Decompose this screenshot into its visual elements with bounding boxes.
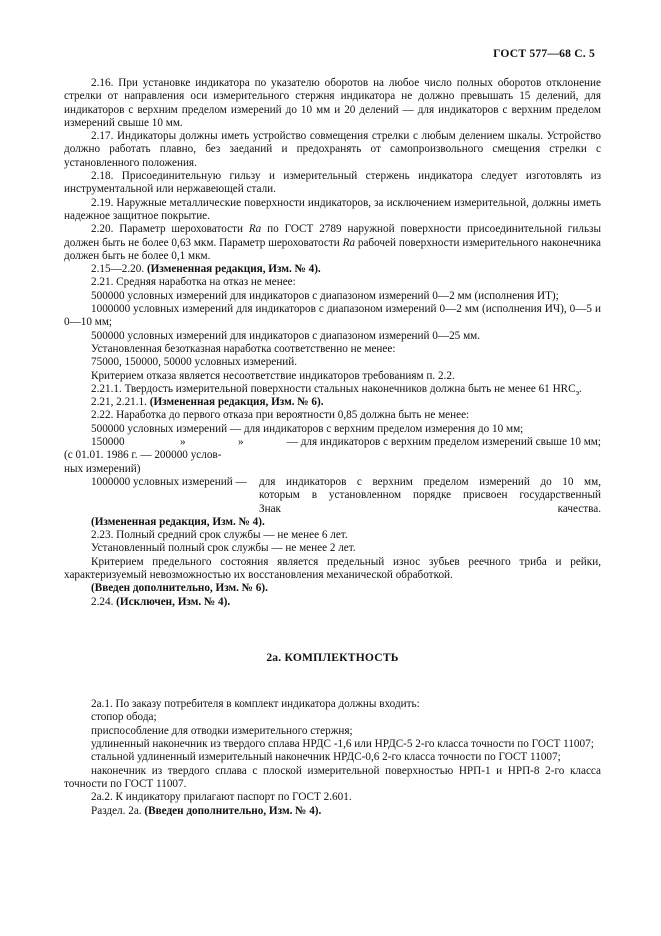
clause-2a-1: 2а.1. По заказу потребителя в комплект индикатора должны входить: — [91, 698, 420, 711]
table-left-cell: 1000000 условных измерений — — [91, 475, 247, 488]
clause-2-22-line-3a: (с 01.01. 1986 г. — 200000 услов- — [64, 449, 222, 462]
clause-2a-1-line-4: стальной удлиненный измерительный наконечник НРДС-0,6 2-го класса точности по ГОСТ 11007; — [91, 751, 561, 764]
clause-2a-1-line-5: наконечник из твердого сплава с плоской измерительной поверхностью НРП-1 и НРП-8 2-го класса точности по ГОСТ 11007. — [64, 764, 601, 790]
section-title: 2а. КОМПЛЕКТНОСТЬ — [266, 650, 399, 664]
clause-2-21: 2.21. Средняя наработка на отказ не менее: — [91, 276, 296, 289]
clause-2-21-line-3: 500000 условных измерений для индикаторов с диапазоном измерений 0—25 мм. — [91, 329, 481, 342]
document-body — [64, 77, 601, 818]
clause-2-22-line-2: 150000 » » — для индикаторов с верхним пределом измерений свыше 10 мм; — [91, 436, 601, 449]
clause-2a-1-line-2: приспособление для отводки измерительного стержня; — [91, 724, 353, 737]
clause-2-22: 2.22. Наработка до первого отказа при вероятности 0,85 должна быть не менее: — [91, 409, 470, 422]
clause-2a-1-line-3: удлиненный наконечник из твердого сплава НРДС -1,6 или НРДС-5 2-го класса точности по ГОСТ 11007; — [91, 738, 594, 751]
clause-2a-2: 2а.2. К индикатору прилагают паспорт по ГОСТ 2.601. — [91, 791, 352, 804]
clause-2-23-line-2: Критерием предельного состояния является предельный износ зубьев реечного триба и рейки, характеризуемый невозможностью их восстановления механической обработкой. — [64, 555, 601, 581]
clause-2-16: 2.16. При установке индикатора по указателю оборотов на любое число полных оборотов отклонение стрелки от направления оси измерительного стержня индикатора не должно превышать 15 делений, для индикаторов с верхним пределом измерений до 10 мм и 20 делений — для индикаторов с верхним пределом измерений свыше 10 мм. — [64, 77, 601, 129]
amendment-2-21: 2.21, 2.21.1. (Измененная редакция, Изм. № 6). — [91, 396, 324, 409]
clause-2-21-line-5: 75000, 150000, 50000 условных измерений. — [91, 356, 298, 369]
clause-2-22-table — [64, 476, 601, 516]
amendment-2-15-2-20: 2.15—2.20. (Измененная редакция, Изм. № 4). — [91, 263, 321, 276]
clause-2-21-1: 2.21.1. Твердость измерительной поверхности стальных наконечников должна быть не менее 61 $HRC_э$. — [91, 382, 582, 397]
page-header: ГОСТ 577—68 С. 5 — [493, 47, 595, 60]
amendment-2-23: (Введен дополнительно, Изм. № 6). — [91, 582, 268, 595]
clause-2-21-line-6: Критерием отказа является несоответствие индикаторов требованиям п. 2.2. — [91, 369, 455, 382]
amendment-2a: Раздел. 2а. (Введен дополнительно, Изм. № 4). — [91, 804, 322, 817]
clause-2-21-line-2: 1000000 условных измерений для индикаторов с диапазоном измерений 0—2 мм (исполнения ИЧ), 0—5 и 0—10 мм; — [64, 303, 601, 329]
table-right-cell: для индикаторов с верхним пределом измерений до 10 мм, которым в установленном порядке присвоен государственный Знак качества. — [259, 475, 601, 515]
clause-2-22-line-1: 500000 условных измерений — для индикаторов с верхним пределом измерения до 10 мм; — [91, 422, 524, 435]
clause-2-18: 2.18. Присоединительную гильзу и измерительный стержень индикатора следует изготовлять из инструментальной или нержавеющей стали. — [64, 170, 601, 196]
clause-2-21-line-4: Установленная безотказная наработка соответственно не менее: — [91, 342, 396, 355]
clause-2-17: 2.17. Индикаторы должны иметь устройство совмещения стрелки с любым делением шкалы. Устройство должно работать плавно, без заеданий и предохранять от самопроизвольного смещения стрелки с установленного положения. — [64, 130, 601, 169]
clause-2-24: 2.24. (Исключен, Изм. № 4). — [91, 595, 231, 608]
clause-2-21-line-1: 500000 условных измерений для индикаторов с диапазоном измерений 0—2 мм (исполнения ИТ); — [91, 289, 559, 302]
clause-2-23-line-1: Установленный полный срок службы — не менее 2 лет. — [91, 542, 356, 555]
clause-2-20: 2.20. Параметр шероховатости Ra по ГОСТ 2789 наружной поверхности присоединительной гильзы должен быть не более 0,63 мкм. Параметр шероховатости Ra рабочей поверхности измерительного наконечника должен быть не более 0,1 мкм. — [64, 223, 601, 262]
amendment-2-22: (Измененная редакция, Изм. № 4). — [91, 515, 265, 528]
clause-2-23: 2.23. Полный средний срок службы — не менее 6 лет. — [91, 529, 348, 542]
clause-2-19: 2.19. Наружные металлические поверхности индикаторов, за исключением измерительной, должны иметь надежное защитное покрытие. — [64, 196, 601, 222]
clause-2a-1-line-1: стопор обода; — [91, 711, 157, 724]
clause-2-22-line-3b: ных измерений) — [64, 462, 141, 475]
